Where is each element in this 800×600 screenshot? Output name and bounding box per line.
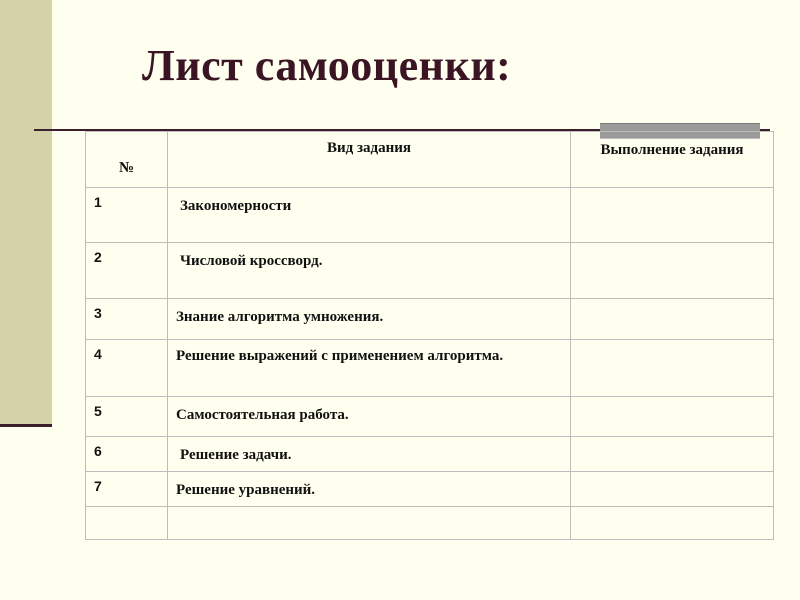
row-task: Решение уравнений. — [176, 482, 316, 498]
row-task-cell — [168, 188, 571, 243]
row-task-cell — [168, 507, 571, 540]
table-row — [86, 243, 774, 299]
row-task-cell — [168, 243, 571, 299]
row-completion-cell[interactable] — [571, 472, 774, 507]
header-completion-cell — [571, 132, 774, 188]
header-task: Вид задания — [326, 140, 411, 156]
row-task — [168, 507, 570, 516]
row-task-cell — [168, 472, 571, 507]
table-header-row — [86, 132, 774, 188]
row-completion-cell[interactable] — [571, 437, 774, 472]
table-row — [86, 340, 774, 397]
row-task: Решение задачи. — [180, 447, 292, 463]
row-number: 3 — [94, 305, 102, 321]
table-row — [86, 437, 774, 472]
row-number: 2 — [94, 249, 102, 265]
left-decor-line — [0, 424, 52, 427]
row-number-cell — [86, 340, 168, 397]
row-number-cell — [86, 437, 168, 472]
self-assessment-table — [85, 131, 774, 540]
row-task: Решение выражений с применением алгоритма. — [176, 348, 504, 364]
row-task: Знание алгоритма умножения. — [176, 309, 384, 325]
row-task: Числовой кроссворд. — [180, 253, 323, 269]
row-task: Закономерности — [180, 198, 292, 214]
row-task: Самостоятельная работа. — [176, 407, 349, 423]
header-task-cell — [168, 132, 571, 188]
row-number-cell — [86, 188, 168, 243]
row-number-cell — [86, 397, 168, 437]
row-task-cell — [168, 397, 571, 437]
table-row — [86, 299, 774, 340]
row-number-cell — [86, 243, 168, 299]
row-number-cell — [86, 507, 168, 540]
row-number-cell — [86, 299, 168, 340]
slide-title: Лист самооценки: — [142, 41, 512, 90]
table-row — [86, 397, 774, 437]
table-row — [86, 507, 774, 540]
row-number: 6 — [94, 443, 102, 459]
row-number: 7 — [94, 478, 102, 494]
row-number — [86, 507, 167, 513]
row-completion-cell[interactable] — [571, 507, 774, 540]
row-number: 1 — [94, 194, 102, 210]
row-completion-cell[interactable] — [571, 243, 774, 299]
header-completion: Выполнение задания — [600, 142, 744, 158]
table-row — [86, 472, 774, 507]
left-decor-bar — [0, 0, 52, 426]
row-completion-cell[interactable] — [571, 188, 774, 243]
row-completion-cell[interactable] — [571, 397, 774, 437]
row-task-cell — [168, 437, 571, 472]
row-number-cell — [86, 472, 168, 507]
row-completion-cell[interactable] — [571, 299, 774, 340]
row-task-cell — [168, 340, 571, 397]
row-completion-cell[interactable] — [571, 340, 774, 397]
row-number: 4 — [94, 346, 102, 362]
header-number: № — [118, 160, 135, 176]
table-row — [86, 188, 774, 243]
row-number: 5 — [94, 403, 102, 419]
row-task-cell — [168, 299, 571, 340]
header-number-cell — [86, 132, 168, 188]
